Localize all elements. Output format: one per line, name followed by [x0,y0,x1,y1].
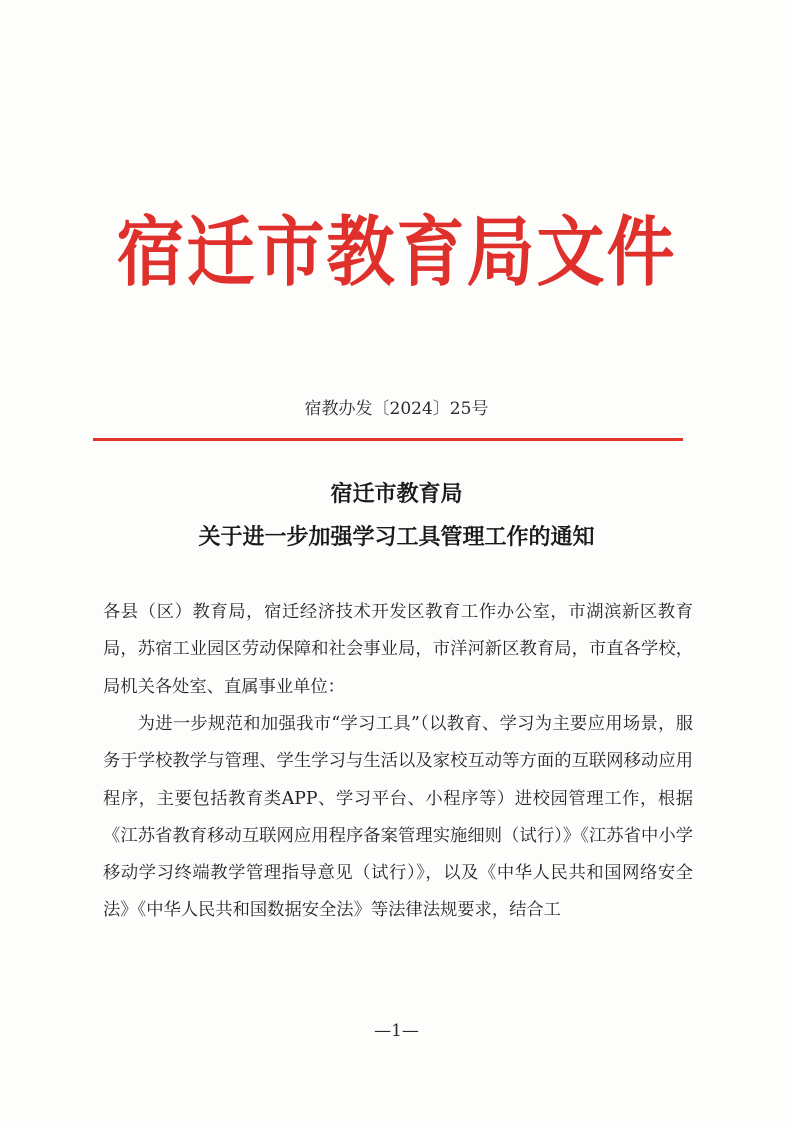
addressee-text: 各县（区）教育局，宿迁经济技术开发区教育工作办公室，市湖滨新区教育局，苏宿工业园区劳动保障和社会事业局，市洋河新区教育局，市直各学校，局机关各处室、直属事业单位： [103,602,693,697]
body-paragraph-block [103,706,693,930]
red-divider-line [93,438,683,441]
notice-title-line-2: 关于进一步加强学习工具管理工作的通知 [198,524,595,550]
notice-title-line-1: 宿迁市教育局 [330,481,463,507]
page-number: —1— [374,1021,419,1041]
document-number: 宿教办发〔2024〕25号 [304,399,489,419]
masthead-title: 宿迁市教育局文件 [116,208,677,298]
addressee-block [103,594,693,706]
body-paragraph-1: 为进一步规范和加强我市“学习工具”（以教育、学习为主要应用场景，服务于学校教学与管理、学生学习与生活以及家校互动等方面的互联网移动应用程序，主要包括教育类APP、学习平台、小程序等）进校园管理工作，根据《江苏省教育移动互联网应用程序备案管理实施细则（试行）》《江苏省中小学移动学习终端教学管理指导意见（试行）》，以及《中华人民共和国网络安全法》《中华人民共和国数据安全法》等法律法规要求，结合工 [103,714,693,921]
